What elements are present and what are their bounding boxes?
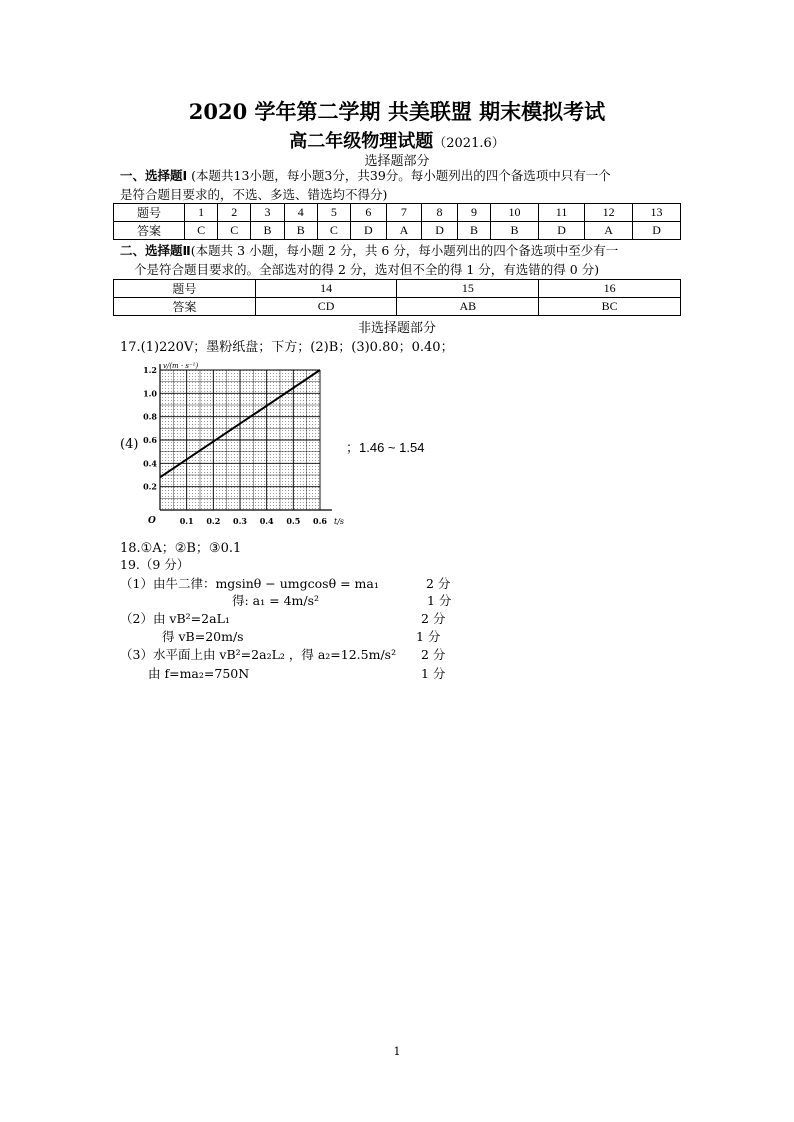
x-tick-label: 0.4 — [259, 516, 274, 526]
q19-score-3: 2 分 — [421, 611, 446, 626]
y-tick-label: 0.2 — [143, 481, 157, 492]
part1-label: 一、选择题Ⅰ — [120, 168, 188, 183]
part2-text-line1: (本题共 3 小题，每小题 2 分，共 6 分，每小题列出的四个备选项中至少有一 — [190, 243, 619, 258]
table-cell: 1 — [185, 204, 218, 222]
q19-line-6: 由 f=ma₂=750N — [148, 666, 250, 681]
table-cell: 8 — [422, 204, 458, 222]
table-row — [114, 222, 681, 240]
table-cell: 13 — [633, 204, 681, 222]
page-title: 2020 学年第二学期 共美联盟 期末模拟考试 — [188, 99, 606, 124]
part2-label: 二、选择题Ⅱ — [120, 243, 191, 258]
table-cell: C — [317, 222, 350, 240]
chart-y-axis-label: v/(m · s⁻¹) — [163, 362, 199, 370]
table-cell: 11 — [538, 204, 584, 222]
q19-score-1: 2 分 — [426, 576, 451, 591]
table-row — [114, 204, 681, 222]
table-cell: 6 — [351, 204, 387, 222]
chart-origin-label: O — [148, 516, 156, 526]
table-cell: 12 — [585, 204, 633, 222]
row-label: 题号 — [114, 280, 256, 298]
x-tick-label: 0.2 — [206, 516, 221, 526]
q17-part4-answer: ；1.46 ~ 1.54 — [346, 440, 425, 455]
table-cell: C — [185, 222, 218, 240]
table-cell: AB — [397, 298, 539, 316]
part2-instructions — [120, 241, 690, 279]
table-row — [114, 280, 681, 298]
table-cell: A — [386, 222, 422, 240]
table-cell: 15 — [397, 280, 539, 298]
q19-line-5: （3）水平面上由 vB²=2a₂L₂ ，得 a₂=12.5m/s² — [120, 647, 397, 662]
table-cell: D — [422, 222, 458, 240]
part1-text-line2: 是符合题目要求的，不选、多选、错选均不得分) — [120, 187, 388, 202]
q19-line-2: 得: a₁ = 4m/s² — [232, 593, 320, 608]
chart-x-axis-label: t/s — [334, 517, 345, 526]
page-number: 1 — [393, 1045, 401, 1058]
table-cell: D — [538, 222, 584, 240]
y-tick-label: 0.4 — [143, 458, 157, 469]
table-cell: 14 — [255, 280, 397, 298]
q19-line-3: （2）由 vB²=2aL₁ — [120, 611, 230, 626]
section-heading-nonchoice: 非选择题部分 — [357, 321, 436, 336]
q18-line: 18.①A；②B；③0.1 — [120, 541, 242, 556]
table-cell: B — [251, 222, 284, 240]
y-tick-label: 1.2 — [143, 365, 157, 375]
table-cell: 3 — [251, 204, 284, 222]
table-cell: 9 — [457, 204, 490, 222]
q19-line-1: （1）由牛二律：mgsinθ − umgcosθ = ma₁ — [120, 576, 379, 591]
table-cell: B — [457, 222, 490, 240]
row-label: 题号 — [114, 204, 185, 222]
part1-answer-table — [113, 203, 681, 240]
subtitle-text: 高二年级物理试题 — [289, 131, 434, 152]
x-tick-label: 0.3 — [233, 516, 247, 526]
q19-score-2: 1 分 — [427, 593, 452, 608]
table-cell: CD — [255, 298, 397, 316]
x-tick-label: 0.6 — [313, 516, 327, 526]
q17-line1: 17.(1)220V；墨粉纸盘；下方；(2)B；(3)0.80；0.40； — [120, 340, 454, 355]
q17-part4-label: (4) — [120, 437, 139, 452]
x-tick-label: 0.1 — [179, 516, 194, 526]
row-label: 答案 — [114, 298, 256, 316]
q19-score-6: 1 分 — [421, 666, 446, 681]
table-row — [114, 298, 681, 316]
table-cell: D — [351, 222, 387, 240]
row-label: 答案 — [114, 222, 185, 240]
table-cell: A — [585, 222, 633, 240]
table-cell: B — [491, 222, 539, 240]
table-cell: B — [284, 222, 317, 240]
exam-date: （2021.6） — [433, 136, 505, 151]
table-cell: 5 — [317, 204, 350, 222]
table-cell: 16 — [539, 280, 681, 298]
table-cell: D — [633, 222, 681, 240]
table-cell: 10 — [491, 204, 539, 222]
x-tick-label: 0.5 — [286, 516, 301, 526]
part1-text-line1: (本题共13小题，每小题3分，共39分。每小题列出的四个备选项中只有一个 — [187, 168, 611, 183]
table-cell: 2 — [218, 204, 251, 222]
y-tick-label: 1.0 — [143, 388, 157, 399]
y-tick-label: 0.6 — [143, 435, 157, 445]
part2-text-line2: 个是符合题目要求的。全部选对的得 2 分，选对但不全的得 1 分，有选错的得 0 分) — [134, 262, 600, 277]
q19-score-4: 1 分 — [416, 629, 441, 644]
velocity-time-chart — [140, 360, 350, 532]
table-cell: BC — [539, 298, 681, 316]
section-heading-choice: 选择题部分 — [364, 154, 430, 169]
table-cell: C — [218, 222, 251, 240]
q19-score-5: 2 分 — [421, 647, 446, 662]
part2-answer-table — [113, 279, 681, 316]
q19-header: 19.（9 分） — [120, 557, 190, 572]
y-tick-label: 0.8 — [143, 411, 157, 422]
table-cell: 4 — [284, 204, 317, 222]
q19-line-4: 得 vB=20m/s — [162, 629, 244, 644]
table-cell: 7 — [386, 204, 422, 222]
part1-instructions — [120, 166, 690, 204]
